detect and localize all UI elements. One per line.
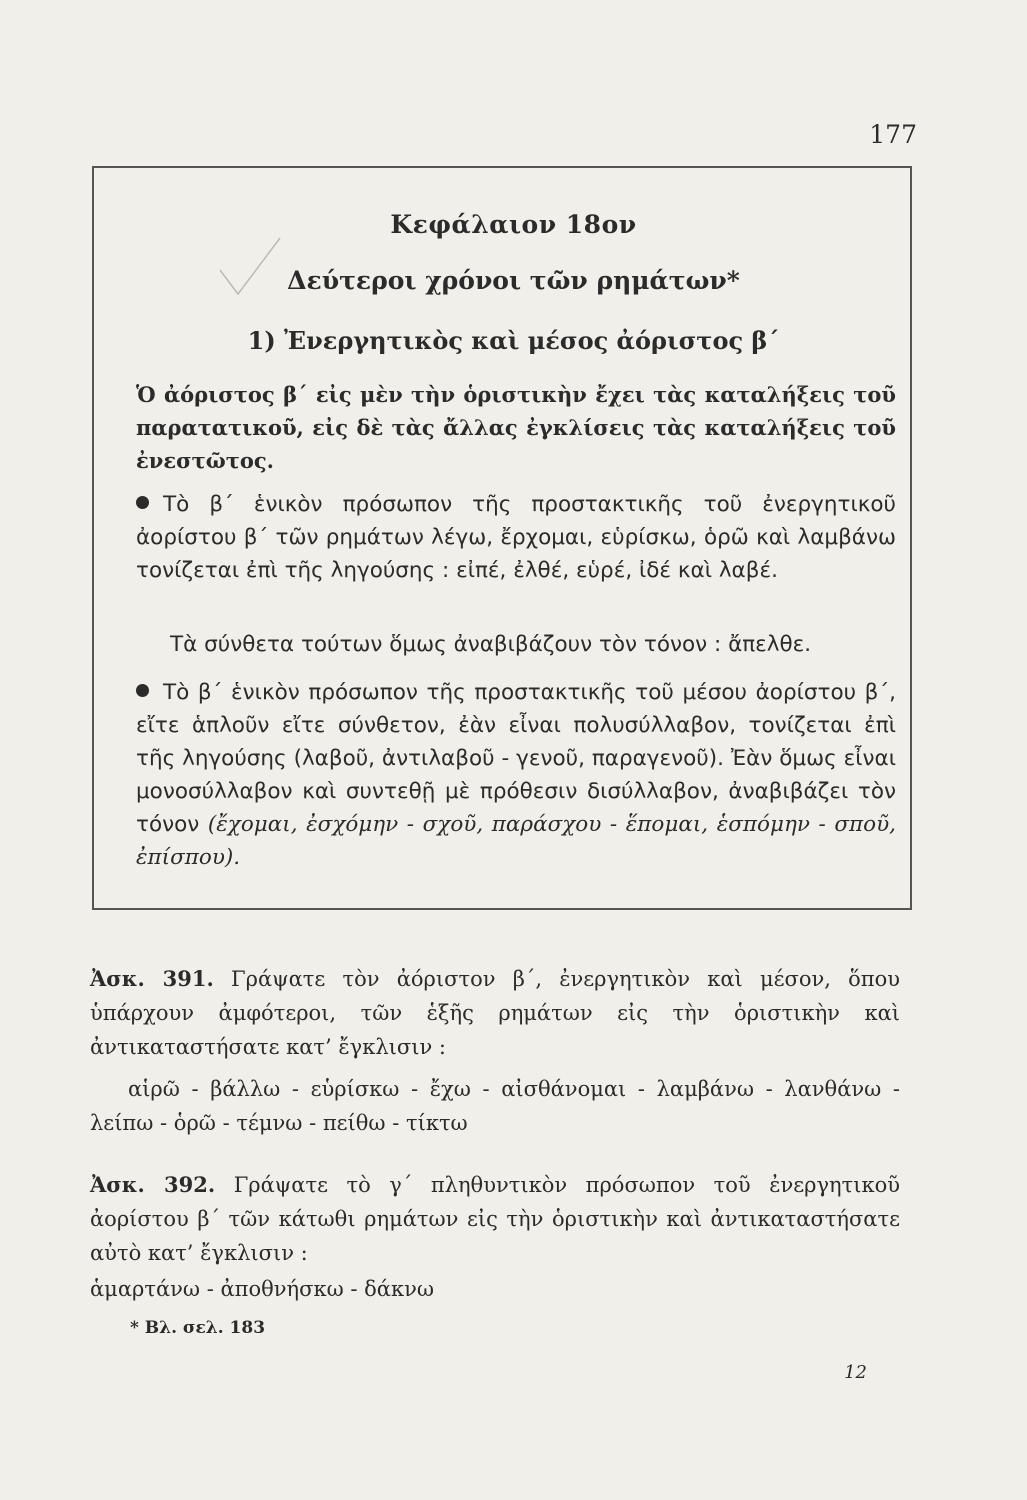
bullet-icon [136,684,149,697]
exercise-392 [90,1168,900,1270]
exercise-text: Γράψατε τὸ γ΄ πληθυντικὸν πρόσωπον τοῦ ἐνεργητικοῦ ἀορίστου β΄ τῶν κάτωθι ρημάτων εἰς τὴν ὁριστικὴν καὶ ἀντικαταστήσατε αὐτὸ κατ’ ἔγκλισιν : [90,1173,900,1265]
chapter-subtitle: Δεύτεροι χρόνοι τῶν ρημάτων* [287,266,740,295]
footnote: * Βλ. σελ. 183 [130,1318,266,1338]
exercise-392-words: ἁμαρτάνω - ἀποθνήσκω - δάκνω [90,1277,434,1301]
section-title: 1) Ἐνεργητικὸς καὶ μέσος ἀόριστος β΄ [247,326,780,355]
rule-bullet-1 [136,488,896,587]
rule-bullet-2 [136,676,896,874]
exercise-391 [90,962,900,1064]
signature-mark: 12 [844,1362,867,1383]
rule-bullet-1-text: Τὸ β΄ ἑνικὸν πρόσωπον τῆς προστακτικῆς τοῦ ἐνεργητικοῦ ἀορίστου β΄ τῶν ρημάτων λέγω, ἔρχομαι, εὑρίσκω, ὁρῶ καὶ λαμβάνω τονίζεται ἐπὶ τῆς ληγούσης : εἰπέ, ἐλθέ, εὑρέ, ἰδέ καὶ λαβέ. [136,492,896,583]
rule-bullet-2-text: Τὸ β΄ ἑνικὸν πρόσωπον τῆς προστακτικῆς τοῦ μέσου ἀορίστου β΄, εἴτε ἁπλοῦν εἴτε σύνθετον, ἐὰν εἶναι πολυσύλλαβον, τονίζεται ἐπὶ τῆς ληγούσης (λαβοῦ, ἀντιλαβοῦ - γενοῦ, παραγενοῦ). Ἐὰν ὅμως εἶναι μονοσύλλαβον καὶ συντεθῇ μὲ πρόθεσιν δισύλλαβον, ἀναβιβάζει τὸν τόνον [136,680,896,837]
chapter-title: Κεφάλαιον 18ον [390,210,637,239]
page-number: 177 [869,120,917,149]
exercise-text: Γράψατε τὸν ἀόριστον β΄, ἐνεργητικὸν καὶ μέσον, ὅπου ὑπάρχουν ἀμφότεροι, τῶν ἑξῆς ρημάτων εἰς τὴν ὁριστικὴν καὶ ἀντικαταστήσατε κατ’ ἔγκλισιν : [90,967,900,1059]
rule-definition: Ὁ ἀόριστος β΄ εἰς μὲν τὴν ὁριστικὴν ἔχει τὰς καταλήξεις τοῦ παρατατικοῦ, εἰς δὲ τὰς ἄλλας ἐγκλίσεις τὰς καταλήξεις τοῦ ἐνεστῶτος. [136,382,896,473]
rule-bullet-1-note: Τὰ σύνθετα τούτων ὅμως ἀναβιβάζουν τὸν τόνον : ἄπελθε. [170,632,812,657]
exercise-label: Ἀσκ. 392. [90,1172,216,1197]
bullet-icon [136,496,149,509]
exercise-label: Ἀσκ. 391. [90,966,214,991]
rule-bullet-2-examples: (ἔχομαι, ἐσχόμην - σχοῦ, παράσχου - ἕπομαι, ἑσπόμην - σποῦ, ἐπίσπου). [136,812,896,870]
exercise-391-words: αἱρῶ - βάλλω - εὑρίσκω - ἔχω - αἰσθάνομαι - λαμβάνω - λανθάνω - λείπω - ὁρῶ - τέμνω - πείθω - τίκτω [90,1077,900,1135]
